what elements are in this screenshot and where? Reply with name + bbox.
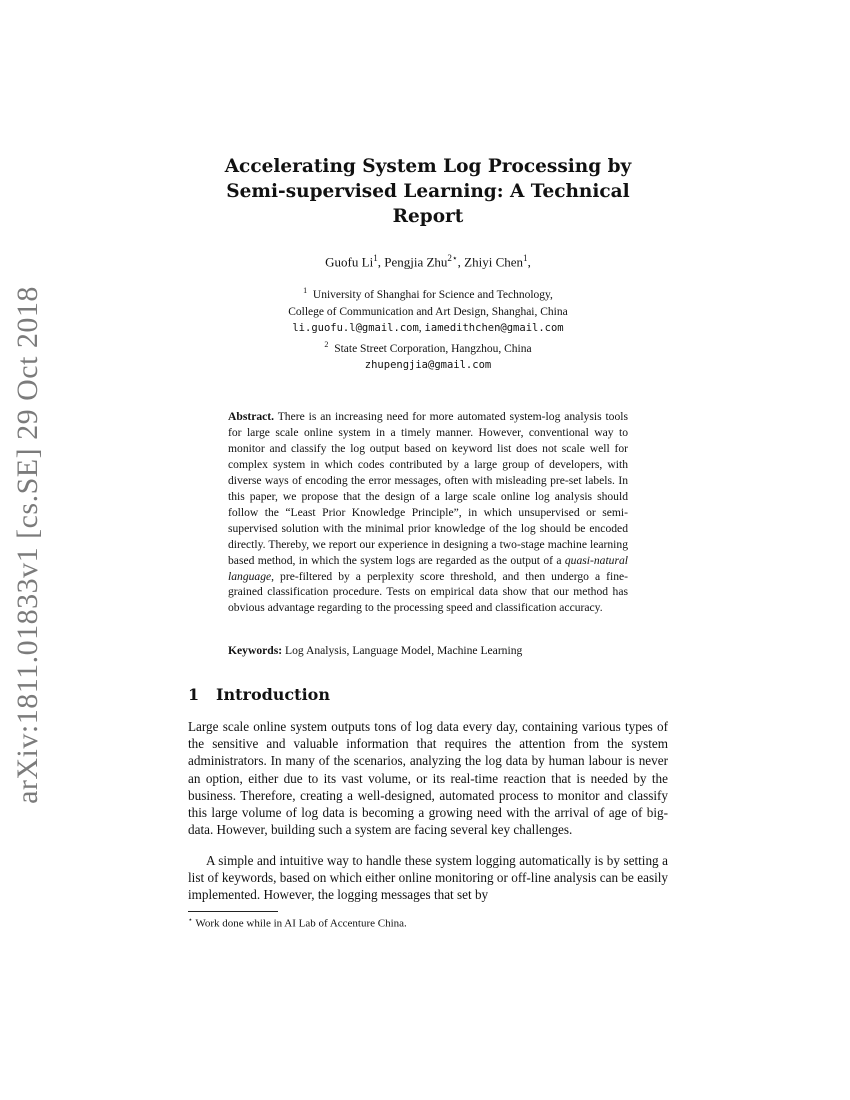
abstract-label: Abstract. — [228, 410, 275, 424]
section-heading — [188, 685, 668, 704]
author-name: Pengjia Zhu — [384, 254, 448, 270]
keywords-label: Keywords: — [228, 644, 283, 658]
author-separator: , — [457, 254, 465, 270]
author-list — [188, 253, 668, 270]
footnote — [188, 915, 668, 930]
affiliation-1-line-1: $^1$ University of Shanghai for Science and Technology, — [303, 286, 553, 302]
author-mark: 1 — [523, 253, 528, 263]
email-link: zhupengjia@gmail.com — [364, 358, 492, 371]
affiliation-1-emails — [188, 320, 668, 337]
email-separator: , — [418, 322, 425, 335]
keywords — [228, 644, 628, 657]
author-mark: 2⋆ — [447, 253, 458, 263]
abstract-emphasis: quasi-natural language — [228, 553, 628, 583]
affiliation-1-line-2: College of Communication and Art Design, Shanghai, China — [288, 305, 568, 318]
affiliation-mark: 2 — [324, 339, 329, 349]
footnote-mark: ⋆ — [188, 915, 193, 925]
author-separator: , — [527, 254, 531, 270]
footnote-text: Work done while in AI Lab of Accenture China. — [192, 917, 407, 930]
affiliations — [188, 283, 668, 373]
author-name: Guofu Li — [325, 254, 374, 270]
arxiv-stamp: arXiv:1811.01833v1 [cs.SE] 29 Oct 2018 — [11, 286, 45, 804]
paper-title — [188, 154, 668, 229]
paragraph-2: A simple and intuitive way to handle these system logging automatically is by setting a list of keywords, based on which either online monitoring or off-line analysis can be easily implemented. However, the logging messages that set by — [188, 852, 668, 903]
section-title: Introduction — [216, 685, 330, 705]
affiliation-2-line-1: $^2$ State Street Corporation, Hangzhou, China — [324, 339, 532, 355]
email-link: li.guofu.l@gmail.com — [292, 322, 419, 335]
title-line-2: Semi-supervised Learning: A Technical Report — [226, 181, 630, 227]
keywords-text: Log Analysis, Language Model, Machine Learning — [282, 644, 523, 658]
title-line-1: Accelerating System Log Processing by — [224, 156, 632, 177]
abstract-text: There is an increasing need for more automated system-log analysis tools for large scale online system in a timely manner. However, conventional way to monitor and classify the log output based on keyword list does not scale well for complex system in which codes contributed by a large group of developers, with diverse ways of encoding the error messages, often with misleading pre-set labels. In this paper, we propose that the design of a large scale online log analysis should follow the “Least Prior Knowledge Principle”, in which unsupervised or semi-supervised solution with the minimal prior knowledge of the log should be encoded directly. Thereby, we report our experience in designing a two-stage machine learning based method, in which the system logs are regarded as the output of a — [228, 410, 628, 567]
section-number: 1 — [188, 685, 200, 705]
footnote-rule — [188, 911, 278, 912]
arxiv-sidebar — [2, 286, 54, 804]
paragraph-1: Large scale online system outputs tons of log data every day, containing various types of the sensitive and valuable information that requires the attention from the system administrators. In many of the scenarios, analyzing the log data by human labour is never an option, either due to its vast volume, or its real-time reaction that is needed by the business. Therefore, creating a well-designed, automated process to monitor and classify this large volume of log data is becoming a growing need with the arrival of age of big-data. However, building such a system are facing several key challenges. — [188, 719, 668, 837]
affiliation-2-email — [188, 357, 668, 374]
abstract — [228, 409, 628, 616]
affiliation-mark: 1 — [303, 286, 308, 296]
paper-page — [188, 150, 668, 930]
author-name: Zhiyi Chen — [464, 254, 524, 270]
abstract-text-end: , pre-filtered by a perplexity score threshold, and then undergo a fine-grained classification procedure. Tests on empirical data show that our method has obvious advantage regarding to the processing speed and classification accuracy. — [228, 569, 628, 615]
author-mark: 1 — [373, 253, 378, 263]
author-separator: , — [377, 254, 385, 270]
email-link: iamedithchen@gmail.com — [424, 322, 564, 335]
